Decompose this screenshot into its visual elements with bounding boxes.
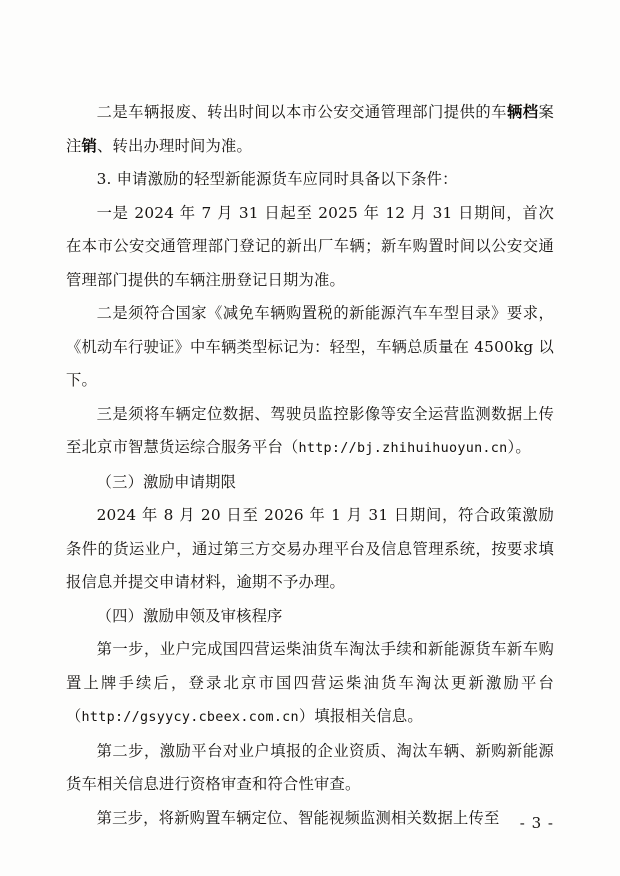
paragraph-text: 3. 申请激励的轻型新能源货车应同时具备以下条件： [96, 170, 458, 188]
paragraph-step-one [66, 633, 554, 735]
paragraph-text: （三）激励申请期限 [96, 472, 237, 491]
paragraph-text: 第二步，激励平台对业户填报的企业资质、淘汰车辆、新购新能源货车相关信息进行资格审查和符合性审查。 [66, 741, 554, 793]
paragraph-text: 第三步，将新购置车辆定位、智能视频监测相关数据上传至 [96, 808, 500, 827]
paragraph-section-3-title [66, 466, 554, 500]
paragraph-text: 三是须将车辆定位数据、驾驶员监控影像等安全运营监测数据上传至北京市智慧货运综合服务平台（http://bj.zhihuihuoyun.cn）。 [66, 404, 554, 456]
paragraph-step-three [66, 802, 554, 836]
paragraph-section-4-title [66, 600, 554, 634]
paragraph-text: 二是须符合国家《减免车辆购置税的新能源汽车车型目录》要求，《机动车行驶证》中车辆类型标记为：轻型，车辆总质量在 4500kg 以下。 [66, 304, 554, 389]
paragraph-step-two [66, 735, 554, 802]
paragraph-text: 第一步，业户完成国四营运柴油货车淘汰手续和新能源货车新车购置上牌手续后，登录北京市国四营运柴油货车淘汰更新激励平台（http://gsyycy.cbeex.com.cn）填报相关信息。 [66, 640, 554, 725]
paragraph-condition-two [66, 297, 554, 398]
paragraph-condition-one [66, 197, 554, 298]
document-body [66, 96, 554, 835]
page-number: - 3 - [519, 814, 554, 832]
paragraph-condition-three [66, 398, 554, 466]
paragraph-text: 2024 年 8 月 20 日至 2026 年 1 月 31 日期间，符合政策激励条件的货运业户，通过第三方交易办理平台及信息管理系统，按要求填报信息并提交申请材料，逾期不予办理。 [66, 506, 554, 591]
paragraph-text: （四）激励申领及审核程序 [96, 606, 283, 625]
paragraph-text: 一是 2024 年 7 月 31 日起至 2025 年 12 月 31 日期间，首次在本市公安交通管理部门登记的新出厂车辆；新车购置时间以公安交通管理部门提供的车辆注册登记日期为准。 [66, 203, 554, 289]
paragraph-application-period [66, 499, 554, 600]
paragraph-item-3-conditions [66, 163, 554, 197]
paragraph-vehicle-scrap-time [66, 96, 554, 163]
paragraph-text: 二是车辆报废、转出时间以本市公安交通管理部门提供的车辆档案注销、转出办理时间为准。 [66, 103, 555, 155]
